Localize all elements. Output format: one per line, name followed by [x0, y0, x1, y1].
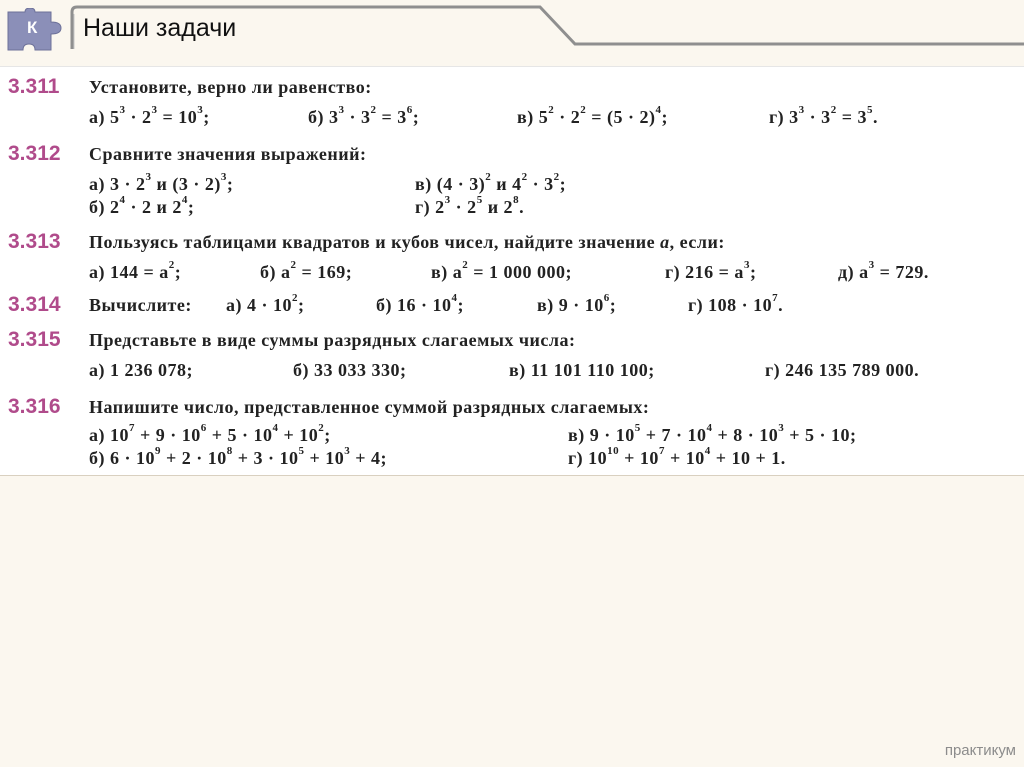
item-text: + 2 · 10	[161, 448, 227, 468]
exponent: 7	[658, 445, 665, 457]
exponent: 7	[772, 292, 779, 304]
exponent: 3	[444, 194, 451, 206]
item-text: = 729.	[874, 262, 929, 282]
exponent: 5	[298, 445, 305, 457]
exponent: 5	[634, 422, 641, 434]
item-text: = 3	[836, 107, 867, 127]
item-text: ;	[174, 262, 182, 282]
exponent: 4	[181, 194, 188, 206]
task-item	[431, 259, 572, 283]
exponent: 2	[485, 171, 492, 183]
task-item	[517, 104, 668, 128]
task-item	[89, 259, 182, 283]
task-item	[415, 194, 525, 218]
item-text: + 5 · 10	[206, 425, 273, 445]
item-text: · 3	[527, 174, 554, 194]
footer-label: практикум	[944, 742, 1016, 759]
task-number: 3.314	[8, 293, 61, 316]
item-text: а) 1 236 078;	[89, 360, 193, 380]
item-text: ;	[412, 107, 420, 127]
item-text: + 10	[664, 448, 705, 468]
exponent: 2	[553, 171, 560, 183]
item-text: в) a	[431, 262, 463, 282]
item-text: а) 4 · 10	[226, 295, 292, 315]
task-item	[89, 171, 234, 195]
item-text: ;	[324, 425, 331, 445]
task-item	[838, 259, 929, 283]
item-text: + 10 + 1.	[710, 448, 786, 468]
task-item	[415, 171, 567, 195]
task-prompt: Напишите число, представленное суммой разрядных слагаемых:	[89, 397, 650, 417]
item-text: г) 3	[769, 107, 799, 127]
task-number: 3.313	[8, 230, 61, 253]
item-text: ;	[187, 197, 195, 217]
item-text: = (5 · 2)	[586, 107, 656, 127]
item-text: = 3	[376, 107, 407, 127]
item-text: · 2	[554, 107, 581, 127]
task-item	[765, 360, 919, 381]
task-item	[89, 194, 195, 218]
task-item	[89, 104, 210, 128]
exponent: 3	[338, 104, 345, 116]
item-text: д) a	[838, 262, 869, 282]
task-prompt: Представьте в виде суммы разрядных слагаемых числа:	[89, 330, 576, 350]
item-text: + 9 · 10	[135, 425, 201, 445]
item-text: + 7 · 10	[640, 425, 707, 445]
task-item	[376, 292, 464, 316]
exponent: 3	[145, 171, 152, 183]
task-item	[226, 292, 305, 316]
exponent: 3	[798, 104, 805, 116]
item-text: ;	[226, 174, 234, 194]
item-text: + 8 · 10	[712, 425, 779, 445]
task-item	[89, 422, 331, 446]
item-text: в) 11 101 110 100;	[509, 360, 655, 380]
item-text: г) 10	[568, 448, 608, 468]
exponent: 8	[513, 194, 520, 206]
task-item	[665, 259, 757, 283]
item-text: = 10	[157, 107, 198, 127]
item-text: + 10	[278, 425, 319, 445]
item-text: .	[872, 107, 878, 127]
item-text: б) 6 · 10	[89, 448, 155, 468]
exponent: 7	[129, 422, 135, 434]
exponent: 8	[226, 445, 233, 457]
exponent: 2	[521, 171, 528, 183]
exponent: 2	[318, 422, 325, 434]
exponent: 2	[548, 104, 555, 116]
exponent: 4	[704, 445, 711, 457]
exponent: 2	[830, 104, 837, 116]
exponent: 2	[290, 259, 297, 271]
task-number: 3.312	[8, 142, 61, 165]
item-text: и 2	[482, 197, 514, 217]
exponent: 5	[866, 104, 873, 116]
task-item	[769, 104, 878, 128]
exponent: 2	[580, 104, 587, 116]
item-text: ;	[749, 262, 757, 282]
exponent: 9	[155, 445, 161, 457]
puzzle-icon	[5, 8, 65, 54]
item-text: ;	[457, 295, 464, 315]
item-text: ;	[609, 295, 617, 315]
exponent: 3	[868, 259, 875, 271]
item-text: .	[778, 295, 784, 315]
exponent: 3	[197, 104, 204, 116]
item-text: ;	[559, 174, 567, 194]
item-text: · 3	[344, 107, 371, 127]
item-text: ;	[661, 107, 668, 127]
task-item	[568, 422, 857, 446]
exponent: 3	[151, 104, 158, 116]
exponent: 4	[451, 292, 458, 304]
exponent: 6	[406, 104, 413, 116]
exponent: 3	[344, 445, 351, 457]
item-text: в) 5	[517, 107, 549, 127]
item-text: · 2	[450, 197, 477, 217]
task-item	[89, 445, 388, 469]
item-text: ;	[203, 107, 210, 127]
item-text: и (3 · 2)	[151, 174, 221, 194]
item-text: г) 108 · 10	[688, 295, 773, 315]
task-item	[509, 360, 655, 381]
exponent: 2	[292, 292, 298, 304]
item-text: а) 144 = a	[89, 262, 169, 282]
exponent: 4	[706, 422, 713, 434]
exponent: 4	[272, 422, 279, 434]
task-item	[688, 292, 784, 316]
item-text: б) 3	[308, 107, 339, 127]
item-text: в) (4 · 3)	[415, 174, 486, 194]
item-text: в) 9 · 10	[537, 295, 604, 315]
item-text: б) a	[260, 262, 291, 282]
page-title: Наши задачи	[83, 14, 237, 42]
item-text: б) 33 033 330;	[293, 360, 407, 380]
task-item	[308, 104, 420, 128]
task-number: 3.315	[8, 328, 61, 351]
item-text: б) 16 · 10	[376, 295, 452, 315]
exponent: 4	[119, 194, 126, 206]
task-item	[260, 259, 353, 283]
task-item	[568, 445, 786, 469]
exponent: 3	[778, 422, 785, 434]
exponent: 2	[168, 259, 175, 271]
item-text: = 1 000 000;	[468, 262, 572, 282]
exponent: 6	[603, 292, 610, 304]
task-item	[537, 292, 617, 316]
exponent: 2	[462, 259, 469, 271]
exponent: 4	[655, 104, 662, 116]
item-text: + 10	[619, 448, 659, 468]
item-text: а) 5	[89, 107, 120, 127]
item-text: г) 246 135 789 000.	[765, 360, 920, 380]
task-prompt: Вычислите:	[89, 295, 192, 315]
exponent: 5	[476, 194, 483, 206]
item-text: а) 10	[89, 425, 129, 445]
exponent: 10	[607, 445, 620, 457]
item-text: .	[519, 197, 525, 217]
exponent: 3	[743, 259, 750, 271]
item-text: · 2 и 2	[125, 197, 182, 217]
item-text: г) 2	[415, 197, 445, 217]
task-prompt: Установите, верно ли равенство:	[89, 77, 372, 97]
item-text: в) 9 · 10	[568, 425, 635, 445]
task-number: 3.311	[8, 75, 60, 98]
item-text: б) 2	[89, 197, 120, 217]
item-text: + 4;	[350, 448, 388, 468]
item-text: · 2	[125, 107, 152, 127]
task-prompt: Пользуясь таблицами квадратов и кубов чисел, найдите значение a, если:	[89, 232, 725, 252]
task-prompt: Сравните значения выражений:	[89, 144, 367, 164]
exponent: 3	[119, 104, 126, 116]
item-text: + 5 · 10;	[784, 425, 857, 445]
item-text: · 3	[804, 107, 831, 127]
exponent: 6	[200, 422, 207, 434]
task-item	[89, 360, 193, 381]
item-text: + 10	[304, 448, 345, 468]
task-number: 3.316	[8, 395, 61, 418]
item-text: + 3 · 10	[232, 448, 299, 468]
tasks-panel	[0, 66, 1024, 476]
item-text: г) 216 = a	[665, 262, 744, 282]
exponent: 3	[220, 171, 227, 183]
item-text: ;	[298, 295, 305, 315]
task-item	[293, 360, 407, 381]
item-text: а) 3 · 2	[89, 174, 146, 194]
item-text: = 169;	[296, 262, 353, 282]
item-text: и 4	[491, 174, 522, 194]
puzzle-icon-letter: К	[27, 18, 38, 37]
exponent: 2	[370, 104, 377, 116]
